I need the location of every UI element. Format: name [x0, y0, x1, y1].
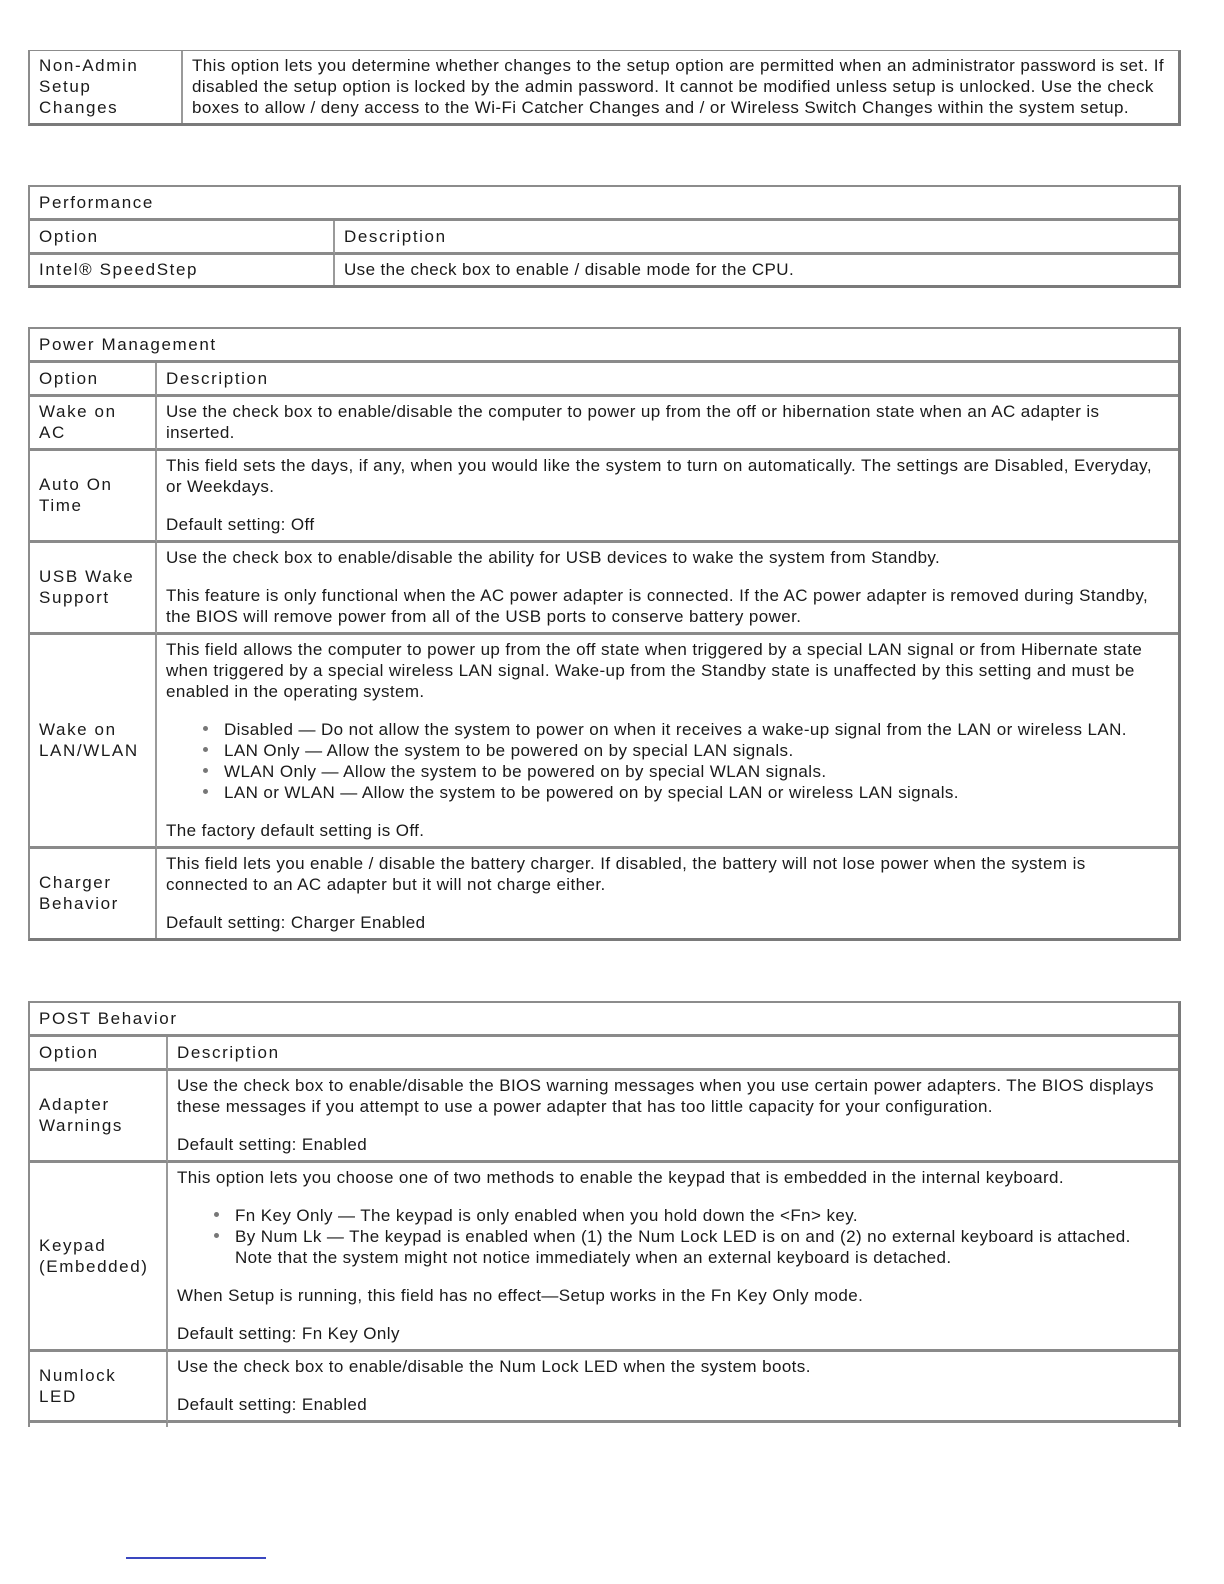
default-setting: Default setting: Enabled	[177, 1395, 368, 1414]
option-description	[157, 543, 1178, 635]
table-row	[30, 849, 1178, 938]
description-text: Use the check box to enable/disable the BIOS warning messages when you use certain power adapters. The BIOS displays these messages if you attempt to use a power adapter that has too little capacity for your configuration.	[177, 1076, 1154, 1116]
option-description	[168, 1352, 1178, 1423]
column-header-row	[30, 1037, 1178, 1071]
description-text: Use the check box to enable/disable the ability for USB devices to wake the system from Standby.	[166, 548, 941, 567]
post-behavior-table	[28, 1001, 1181, 1427]
list-item: By Num Lk — The keypad is enabled when (1) the Num Lock LED is on and (2) no external keyboard is attached. Note that the system might not notice immediately when an external keyboard is detached.	[235, 1226, 1170, 1268]
section-title: Performance	[30, 187, 1178, 221]
description-text: This field sets the days, if any, when you would like the system to turn on automatically. The settings are Disabled, Everyday, or Weekdays.	[166, 456, 1152, 496]
column-header-description: Description	[168, 1037, 1178, 1071]
list-item: Fn Key Only — The keypad is only enabled when you hold down the <Fn> key.	[235, 1205, 1170, 1226]
list-item: Disabled — Do not allow the system to power on when it receives a wake-up signal from the LAN or wireless LAN.	[224, 719, 1170, 740]
table-row	[30, 397, 1178, 451]
table-row	[30, 451, 1178, 543]
column-header-option: Option	[30, 221, 335, 255]
option-label: Wake on LAN/WLAN	[30, 635, 157, 849]
bullet-list	[166, 719, 1170, 803]
table-row	[30, 255, 1178, 285]
option-description	[168, 1163, 1178, 1352]
option-description: Use the check box to enable / disable mode for the CPU.	[344, 260, 795, 279]
description-note: When Setup is running, this field has no effect—Setup works in the Fn Key Only mode.	[177, 1286, 864, 1305]
power-management-table	[28, 327, 1181, 941]
non-admin-table	[28, 50, 1181, 126]
option-label: Wake on AC	[30, 397, 157, 451]
column-header-row	[30, 221, 1178, 255]
section-title: Power Management	[30, 329, 1178, 363]
option-label: Auto On Time	[30, 451, 157, 543]
column-header-description: Description	[335, 221, 1178, 255]
table-row	[30, 1163, 1178, 1352]
option-description	[168, 1071, 1178, 1163]
default-setting: The factory default setting is Off.	[166, 821, 425, 840]
table-row	[30, 51, 1178, 123]
performance-table	[28, 185, 1181, 288]
default-setting: Default setting: Enabled	[177, 1135, 368, 1154]
table-row-cutoff	[30, 1423, 1178, 1427]
table-row	[30, 543, 1178, 635]
section-header-row	[30, 1003, 1178, 1037]
option-label: Charger Behavior	[30, 849, 157, 938]
column-header-row	[30, 363, 1178, 397]
option-label: Intel® SpeedStep	[30, 255, 335, 285]
description-text: This field allows the computer to power up from the off state when triggered by a special LAN signal or from Hibernate state when triggered by a special wireless LAN signal. Wake-up from the Standby state is unaffected by this setting and must be enabled in the operating system.	[166, 640, 1143, 701]
default-setting: Default setting: Charger Enabled	[166, 913, 426, 932]
section-title: POST Behavior	[30, 1003, 1178, 1037]
description-text: This field lets you enable / disable the battery charger. If disabled, the battery will not lose power when the system is connected to an AC adapter but it will not charge either.	[166, 854, 1086, 894]
option-label: Keypad (Embedded)	[30, 1163, 168, 1352]
table-row	[30, 635, 1178, 849]
option-label: USB Wake Support	[30, 543, 157, 635]
option-label: Adapter Warnings	[30, 1071, 168, 1163]
option-description	[157, 451, 1178, 543]
section-header-row	[30, 329, 1178, 363]
section-header-row	[30, 187, 1178, 221]
description-text: Use the check box to enable/disable the Num Lock LED when the system boots.	[177, 1357, 811, 1376]
description-text: This option lets you choose one of two methods to enable the keypad that is embedded in the internal keyboard.	[177, 1168, 1064, 1187]
description-text: This feature is only functional when the AC power adapter is connected. If the AC power adapter is removed during Standby, the BIOS will remove power from all of the USB ports to conserve battery power.	[166, 586, 1149, 626]
list-item: LAN Only — Allow the system to be powered on by special LAN signals.	[224, 740, 1170, 761]
column-header-description: Description	[157, 363, 1178, 397]
option-label: Non-Admin Setup Changes	[30, 51, 183, 123]
bullet-list	[177, 1205, 1170, 1268]
cutoff-cell	[168, 1423, 1178, 1427]
list-item: WLAN Only — Allow the system to be powered on by special WLAN signals.	[224, 761, 1170, 782]
column-header-option: Option	[30, 1037, 168, 1071]
column-header-option: Option	[30, 363, 157, 397]
option-label: Numlock LED	[30, 1352, 168, 1423]
cutoff-cell	[30, 1423, 168, 1427]
list-item: LAN or WLAN — Allow the system to be powered on by special LAN or wireless LAN signals.	[224, 782, 1170, 803]
option-description	[157, 635, 1178, 849]
table-row	[30, 1071, 1178, 1163]
option-description: This option lets you determine whether changes to the setup option are permitted when an administrator password is set. If disabled the setup option is locked by the admin password. It cannot be modified unless setup is unlocked. Use the check boxes to allow / deny access to the Wi-Fi Catcher Changes and / or Wireless Switch Changes within the system setup.	[192, 56, 1165, 117]
default-setting: Default setting: Fn Key Only	[177, 1324, 400, 1343]
default-setting: Default setting: Off	[166, 515, 315, 534]
footer-link-underline[interactable]	[126, 1557, 266, 1559]
option-description: Use the check box to enable/disable the computer to power up from the off or hibernation state when an AC adapter is inserted.	[157, 397, 1178, 451]
option-description	[157, 849, 1178, 938]
table-row	[30, 1352, 1178, 1423]
